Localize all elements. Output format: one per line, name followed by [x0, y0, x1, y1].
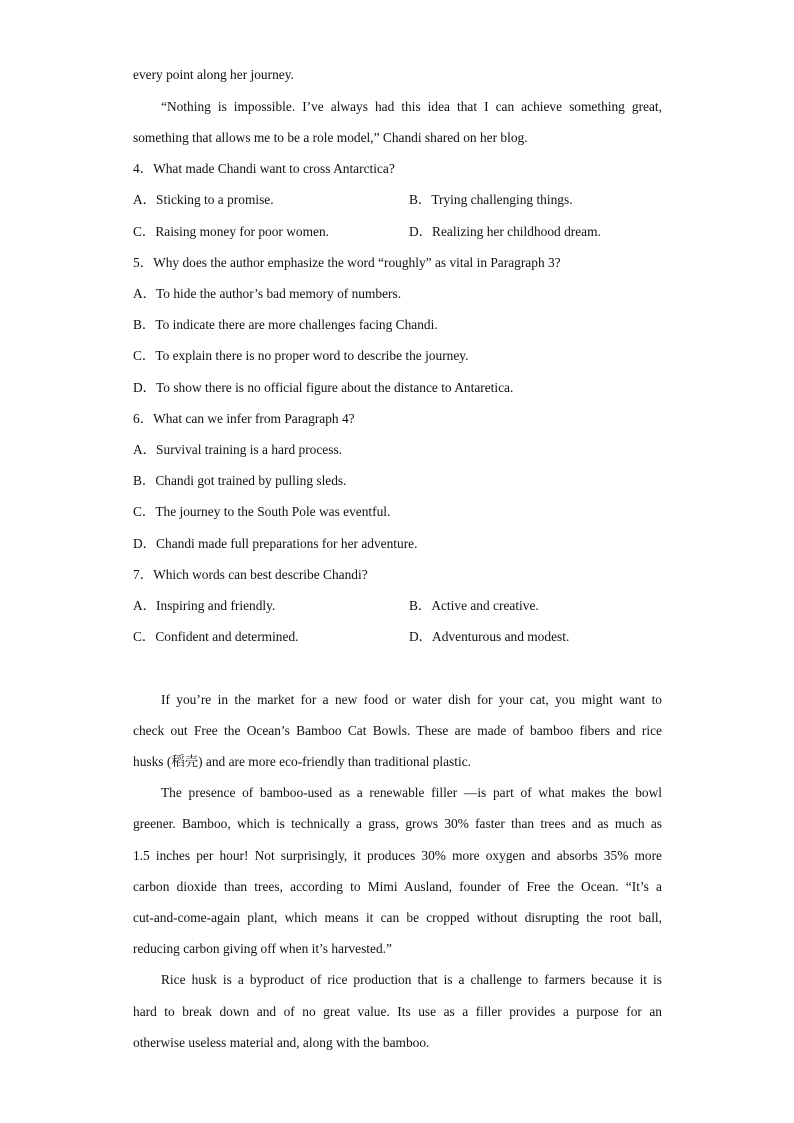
- option-5a[interactable]: A．To hide the author’s bad memory of numbers.: [133, 286, 402, 301]
- passage2-line: reducing carbon giving off when it’s harvested.”: [133, 941, 392, 956]
- passage2-line: greener. Bamboo, which is technically a grass, grows 30% faster than trees and as much as: [133, 816, 662, 831]
- passage2-line: If you’re in the market for a new food or water dish for your cat, you might want to: [161, 692, 662, 707]
- question-stem-4: 4．What made Chandi want to cross Antarctica?: [133, 161, 395, 176]
- passage1-line: every point along her journey.: [133, 67, 294, 82]
- option-7d[interactable]: D．Adventurous and modest.: [409, 629, 570, 644]
- option-5b[interactable]: B．To indicate there are more challenges facing Chandi.: [133, 317, 438, 332]
- question-stem-6: 6．What can we infer from Paragraph 4?: [133, 411, 355, 426]
- option-5c[interactable]: C．To explain there is no proper word to describe the journey.: [133, 348, 469, 363]
- passage2-line: hard to break down and of no great value. Its use as a filler provides a purpose for an: [133, 1004, 662, 1019]
- option-7c[interactable]: C．Confident and determined.: [133, 629, 299, 644]
- passage1-quote-line: “Nothing is impossible. I’ve always had this idea that I can achieve something great,: [161, 99, 662, 114]
- option-4c[interactable]: C．Raising money for poor women.: [133, 224, 330, 239]
- option-6a[interactable]: A．Survival training is a hard process.: [133, 442, 342, 457]
- passage2-line: Rice husk is a byproduct of rice production that is a challenge to farmers because it is: [161, 972, 662, 987]
- question-stem-5: 5．Why does the author emphasize the word “roughly” as vital in Paragraph 3?: [133, 255, 561, 270]
- passage2-line: check out Free the Ocean’s Bamboo Cat Bowls. These are made of bamboo fibers and rice: [133, 723, 662, 738]
- passage2-line: otherwise useless material and, along with the bamboo.: [133, 1035, 430, 1050]
- passage2-line: husks (稻壳) and are more eco-friendly than traditional plastic.: [133, 754, 472, 769]
- option-4a[interactable]: A．Sticking to a promise.: [133, 192, 274, 207]
- option-6c[interactable]: C．The journey to the South Pole was eventful.: [133, 504, 391, 519]
- passage1-quote-line: something that allows me to be a role model,” Chandi shared on her blog.: [133, 130, 528, 145]
- option-6b[interactable]: B．Chandi got trained by pulling sleds.: [133, 473, 347, 488]
- option-5d[interactable]: D．To show there is no official figure about the distance to Antaretica.: [133, 380, 514, 395]
- option-6d[interactable]: D．Chandi made full preparations for her adventure.: [133, 536, 418, 551]
- passage2-line: carbon dioxide than trees, according to Mimi Ausland, founder of Free the Ocean. “It’s a: [133, 879, 662, 894]
- option-7a[interactable]: A．Inspiring and friendly.: [133, 598, 276, 613]
- option-4d[interactable]: D．Realizing her childhood dream.: [409, 224, 601, 239]
- question-stem-7: 7．Which words can best describe Chandi?: [133, 567, 368, 582]
- option-4b[interactable]: B．Trying challenging things.: [409, 192, 573, 207]
- passage2-line: cut-and-come-again plant, which means it can be cropped without disrupting the root ball,: [133, 910, 662, 925]
- option-7b[interactable]: B．Active and creative.: [409, 598, 539, 613]
- passage2-line: 1.5 inches per hour! Not surprisingly, it produces 30% more oxygen and absorbs 35% more: [133, 848, 662, 863]
- passage2-line: The presence of bamboo-used as a renewable filler —is part of what makes the bowl: [161, 785, 662, 800]
